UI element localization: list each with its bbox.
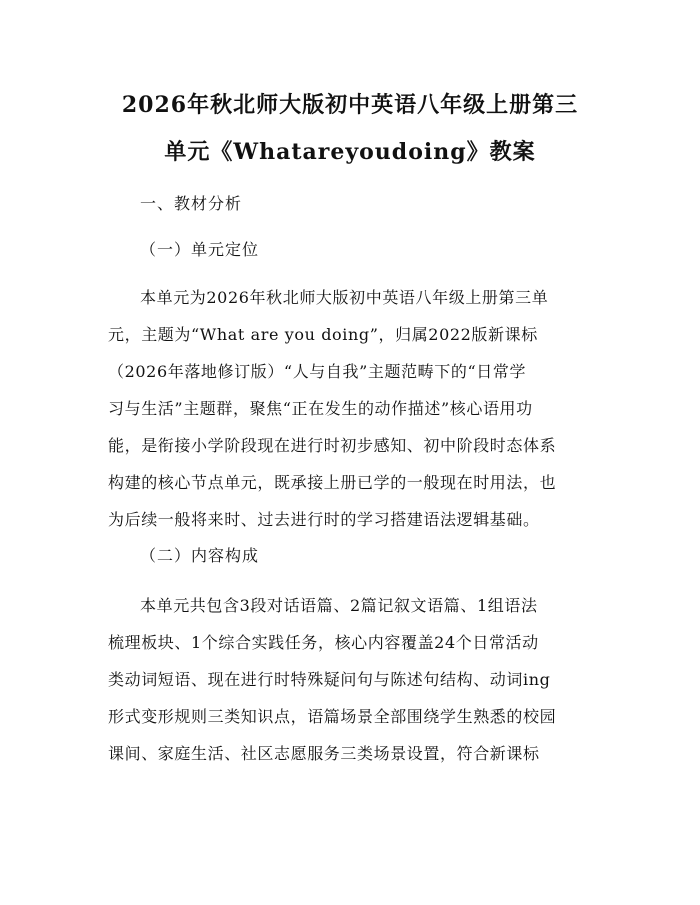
paragraph-line: 本单元共包含3段对话语篇、2篇记叙文语篇、1组语法 <box>140 596 538 615</box>
paragraph-line: 类动词短语、现在进行时特殊疑问句与陈述句结构、动词ing <box>108 670 551 689</box>
subsection-heading-content-composition: （二）内容构成 <box>140 546 260 565</box>
paragraph-line: 构建的核心节点单元，既承接上册已学的一般现在时用法，也 <box>108 473 557 492</box>
document-title-line-2: 单元《Whatareyoudoing》教案 <box>164 139 536 165</box>
paragraph-line: 能，是衔接小学阶段现在进行时初步感知、初中阶段时态体系 <box>108 436 557 455</box>
subsection-heading-unit-positioning: （一）单元定位 <box>140 240 260 259</box>
paragraph-line: 形式变形规则三类知识点，语篇场景全部围绕学生熟悉的校园 <box>108 707 557 726</box>
paragraph-line: 课间、家庭生活、社区志愿服务三类场景设置，符合新课标 <box>108 744 540 763</box>
paragraph-line: 元，主题为“What are you doing”，归属2022版新课标 <box>108 325 538 344</box>
paragraph-line: 梳理板块、1个综合实践任务，核心内容覆盖24个日常活动 <box>108 633 539 652</box>
paragraph-line: 为后续一般将来时、过去进行时的学习搭建语法逻辑基础。 <box>108 510 540 529</box>
paragraph-line: 本单元为2026年秋北师大版初中英语八年级上册第三单 <box>140 288 549 307</box>
paragraph-line: （2026年落地修订版）“人与自我”主题范畴下的“日常学 <box>108 362 527 381</box>
paragraph-line: 习与生活”主题群，聚焦“正在发生的动作描述”核心语用功 <box>108 399 533 418</box>
document-title-line-1: 2026年秋北师大版初中英语八年级上册第三 <box>121 92 579 118</box>
section-heading-textbook-analysis: 一、教材分析 <box>140 194 243 213</box>
